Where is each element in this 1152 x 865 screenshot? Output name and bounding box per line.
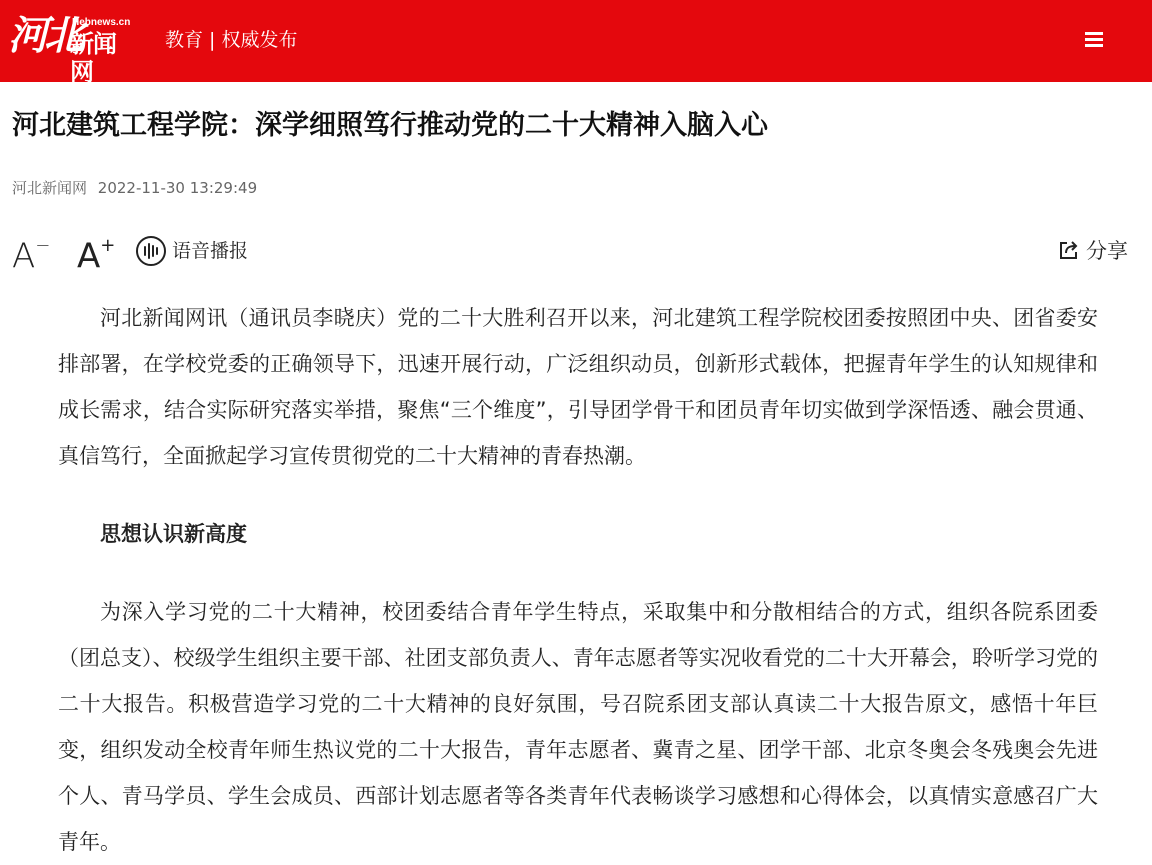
section-heading: 思想认识新高度 [100, 522, 247, 546]
voice-broadcast-label: 语音播报 [172, 240, 249, 262]
font-decrease-button[interactable] [12, 230, 50, 276]
article-source: 河北新闻网 [12, 179, 88, 197]
share-icon [1058, 239, 1080, 261]
article-paragraph: 河北新闻网讯（通讯员李晓庆）党的二十大胜利召开以来，河北建筑工程学院校团委按照团中央、团省委安排部署，在学校党委的正确领导下，迅速开展行动，广泛组织动员，创新形式载体，把握青年学生的认知规律和成长需求，结合实际研究落实举措，聚焦“三个维度”，引导团学骨干和团员青年切实做到学深悟透、融会贯通、真信笃行，全面掀起学习宣传贯彻党的二十大精神的青春热潮。 [58, 306, 1098, 468]
minus-icon: − [35, 235, 51, 256]
share-label: 分享 [1086, 239, 1128, 263]
site-header [0, 0, 1152, 86]
article-toolbar [0, 226, 1152, 276]
share-button[interactable] [1058, 237, 1138, 267]
font-increase-letter: A [77, 236, 101, 277]
article-paragraph: 为深入学习党的二十大精神，校团委结合青年学生特点，采取集中和分散相结合的方式，组织各院系团委（团总支）、校级学生组织主要干部、社团支部负责人、青年志愿者等实况收看党的二十大开幕会，聆听学习党的二十大报告。积极营造学习党的二十大精神的良好氛围，号召院系团支部认真读二十大报告原文，感悟十年巨变，组织发动全校青年师生热议党的二十大报告，青年志愿者、冀青之星、团学干部、北京冬奥会冬残奥会先进个人、青马学员、学生会成员、西部计划志愿者等各类青年代表畅谈学习感想和心得体会，以真情实意感召广大青年。 [58, 600, 1098, 854]
article-title: 河北建筑工程学院：深学细照笃行推动党的二十大精神入脑入心 [12, 110, 768, 141]
audio-wave-icon [135, 235, 167, 267]
hamburger-menu-icon[interactable] [1085, 32, 1103, 48]
font-decrease-letter: A [12, 236, 36, 277]
site-logo[interactable] [8, 12, 136, 86]
logo-name: 新闻网 [70, 30, 116, 86]
plus-icon: + [100, 235, 116, 256]
channel-breadcrumb[interactable]: 教育 | 权威发布 [165, 29, 298, 51]
article-body [58, 295, 1098, 865]
article-meta [12, 177, 257, 199]
font-increase-button[interactable] [77, 230, 115, 276]
logo-mark: 河北 [8, 12, 80, 59]
article-datetime: 2022-11-30 13:29:49 [97, 179, 258, 197]
logo-domain: Hebnews.cn [72, 17, 131, 28]
